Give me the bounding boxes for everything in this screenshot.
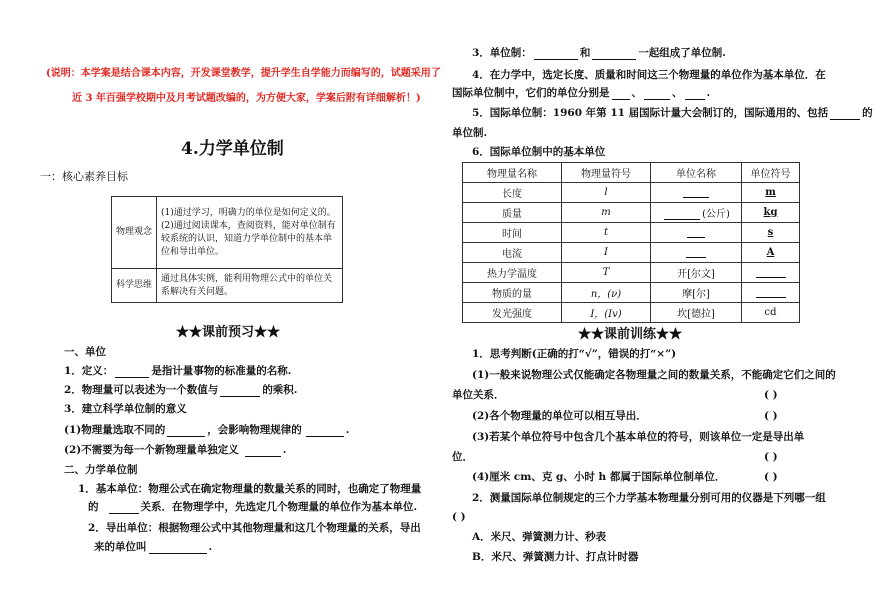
cell-name: 物质的量 [463,283,562,303]
answer-paren: ( ) [764,471,778,483]
cell-unit-symbol [742,263,800,283]
training-q1-3-line-2: 位． [452,451,473,463]
answer-paren: ( ) [764,389,778,401]
cell-unit-symbol: cd [742,303,800,323]
cell-unit-symbol: A [742,243,800,263]
training-heading: ★★课前训练★★ [578,327,683,342]
cell-unit-symbol: s [742,223,800,243]
header-quantity-name: 物理量名称 [463,163,562,183]
option-b: B．米尺、弹簧测力计、打点计时器 [472,551,639,563]
cell-unit [651,243,742,263]
cell-symbol: I [562,243,651,263]
base-unit-line-2: 的 关系．在物理学中，先选定几个物理量的单位作为基本单位. [88,501,418,513]
core-row-head: 物理观念 [112,197,157,269]
base-unit-line-1: 1．基本单位：物理公式在确定物理量的数量关系的同时，也确定了物理量 [78,483,422,495]
cell-unit: 摩[尔] [651,283,742,303]
question-r5-line-1: 5．国际单位制：1960 年第 11 届国际计量大会制订的，国际通用的、包括 的 [472,107,873,119]
cell-unit: 开[尔文] [651,263,742,283]
cell-name: 质量 [463,203,562,223]
training-q1-1-line-2: 单位关系． [452,389,505,401]
question-r6: 6．国际单位制中的基本单位 [472,146,606,158]
section-core-goals: 一：核心素养目标 [40,170,128,183]
page-title: 4.力学单位制 [181,139,284,159]
answer-paren: ( ) [764,451,778,463]
header-unit-name: 单位名称 [651,163,742,183]
note-line-1: (说明：本学案是结合课本内容，开发课堂教学，提升学生自学能力而编写的，试题采用了 [46,68,441,79]
question-r4-line-2: 国际单位制中，它们的单位分别是 、 、 . [452,87,711,99]
training-q2-line-1: 2．测量国际单位制规定的三个力学基本物理量分别可用的仪器是下列哪一组 [472,492,826,504]
question-r4-line-1: 4．在力学中，选定长度、质量和时间这三个物理量的单位作为基本单位．在 [472,69,826,81]
cell-name: 热力学温度 [463,263,562,283]
question-r3: 3．单位制： 和 一起组成了单位制. [472,47,726,59]
option-a: A．米尺、弹簧测力计、秒表 [472,531,607,543]
derived-unit-line-2: 来的单位叫 . [94,541,213,553]
section-mechanics-units: 二、力学单位制 [64,464,138,476]
header-unit-symbol: 单位符号 [742,163,800,183]
table-row [463,223,800,243]
core-row-head: 科学思维 [112,269,157,303]
table-row [463,243,800,263]
training-q1: 1．思考判断(正确的打“√”，错误的打“×”) [472,348,677,360]
cell-symbol: I，(Iv) [562,303,651,323]
cell-unit [651,183,742,203]
training-q1-4: (4)厘米 cm、克 g、小时 h 都属于国际单位制单位． [472,471,726,483]
cell-symbol: t [562,223,651,243]
cell-symbol: m [562,203,651,223]
question-2: 2．物理量可以表述为一个数值与 的乘积. [64,384,298,396]
cell-unit-symbol [742,283,800,303]
table-row [463,283,800,303]
table-row [463,303,800,323]
cell-symbol: n，(ν) [562,283,651,303]
cell-unit: 坎[德拉] [651,303,742,323]
core-row-body: 通过具体实例，能利用物理公式中的单位关系解决有关问题。 [157,269,343,303]
training-q2-paren: ( ) [452,511,466,523]
cell-name: 发光强度 [463,303,562,323]
cell-name: 时间 [463,223,562,243]
si-base-units-table [462,162,800,323]
note-line-2: 近 3 年百强学校期中及月考试题改编的，为方便大家，学案后附有详细解析！) [72,93,421,104]
derived-unit-line-1: 2．导出单位：根据物理公式中其他物理量和这几个物理量的关系，导出 [88,522,421,534]
preview-heading: ★★课前预习★★ [176,325,281,340]
answer-paren: ( ) [764,410,778,422]
cell-name: 长度 [463,183,562,203]
cell-unit [651,223,742,243]
table-row [463,263,800,283]
cell-unit-symbol: m [742,183,800,203]
question-3-2: (2)不需要为每一个新物理量单独定义 . [64,444,287,456]
header-quantity-symbol: 物理量符号 [562,163,651,183]
cell-unit: (公斤) [651,203,742,223]
question-1: 1．定义： 是指计量事物的标准量的名称. [64,365,292,377]
core-row-body: (1)通过学习，明确力的单位是如何定义的。(2)通过阅读课本，查阅资料，能对单位制有较系统的认识，知道力学单位制中的基本单位和导出单位。 [157,197,343,269]
cell-symbol: l [562,183,651,203]
cell-name: 电流 [463,243,562,263]
table-row [463,183,800,203]
training-q1-2: (2)各个物理量的单位可以相互导出． [472,410,647,422]
core-literacy-table [111,196,343,303]
cell-symbol: T [562,263,651,283]
training-q1-3-line-1: (3)若某个单位符号中包含几个基本单位的符号，则该单位一定是导出单 [472,431,805,443]
question-3-1: (1)物理量选取不同的 ，会影响物理规律的 . [64,424,350,436]
table-row [463,203,800,223]
cell-unit-symbol: kg [742,203,800,223]
question-3: 3．建立科学单位制的意义 [64,403,187,415]
training-q1-1-line-1: (1)一般来说物理公式仅能确定各物理量之间的数量关系，不能确定它们之间的 [472,369,836,381]
question-r5-line-2: 单位制. [452,127,488,139]
section-units: 一、单位 [64,346,106,358]
